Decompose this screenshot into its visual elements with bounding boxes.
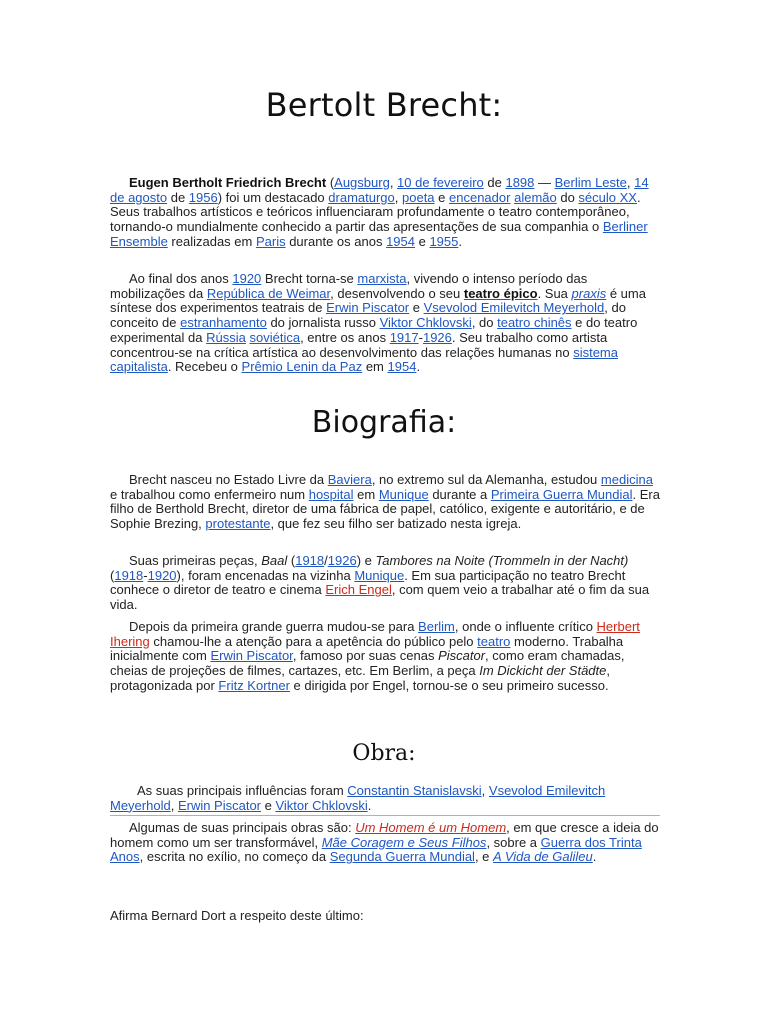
wiki-link[interactable]: 1918 (295, 553, 325, 568)
text-run: . Em sua participação no teatro Brecht conhece o diretor de teatro e cinema (110, 567, 626, 598)
wiki-link[interactable]: Fritz Kortner (218, 677, 290, 693)
text-run: em (362, 359, 388, 375)
wiki-link[interactable]: 1956 (188, 189, 218, 205)
text-run: e (414, 233, 430, 249)
text-run: de (167, 189, 189, 205)
text-run: , (170, 797, 178, 813)
wiki-link[interactable]: dramaturgo (328, 189, 395, 205)
text-run: , desenvolvendo o seu (330, 285, 464, 301)
text-run: é uma síntese dos experimentos teatrais de (110, 285, 646, 316)
text-run: / (324, 553, 328, 568)
text-run: moderno. Trabalha inicialmente com (110, 633, 624, 664)
section-heading-obra: Obra: (352, 741, 416, 766)
text-run: , entre os anos (300, 329, 390, 345)
wiki-link[interactable]: Viktor Chklovski (379, 315, 472, 331)
text-run: ) e (356, 553, 376, 568)
text-run: . (367, 797, 372, 813)
wiki-link[interactable]: poeta (402, 189, 435, 205)
wiki-link[interactable]: Herbert Ihering (110, 619, 640, 649)
wiki-link[interactable]: Erwin Piscator (210, 648, 293, 664)
wiki-link[interactable]: Berlim Leste (554, 175, 627, 190)
text-run: , sobre a (486, 834, 541, 850)
text-run: . (416, 359, 421, 375)
text-run: ( (287, 553, 296, 568)
text-run: . (458, 233, 462, 249)
wiki-link[interactable]: teatro chinês (497, 315, 572, 331)
wiki-link[interactable]: praxis (571, 285, 607, 301)
text-run: , que fez seu filho ser batizado nesta igreja. (270, 516, 522, 532)
wiki-link[interactable]: Erwin Piscator (326, 300, 410, 316)
wiki-link[interactable]: medicina (600, 472, 653, 487)
text-run: Brecht torna-se (261, 271, 358, 286)
closing-line: Afirma Bernard Dort a respeito deste último: (110, 908, 364, 923)
wiki-link[interactable]: Um Homem é um Homem (355, 820, 507, 835)
text-run: . Sua (537, 285, 572, 301)
wiki-link[interactable]: 1955 (429, 233, 459, 249)
wiki-link[interactable]: Vsevolod Emilevitch Meyerhold (110, 783, 606, 813)
wiki-link[interactable]: hospital (308, 486, 354, 502)
italic-text: Piscator (438, 648, 486, 664)
text-run: realizadas em (167, 233, 256, 249)
wiki-link[interactable]: século XX (578, 189, 637, 205)
wiki-link[interactable]: Rússia (206, 329, 246, 345)
text-run: , onde o influente crítico (454, 619, 597, 634)
influences-paragraph (110, 784, 660, 813)
wiki-link[interactable]: estranhamento (180, 315, 267, 331)
wiki-link[interactable]: Primeira Guerra Mundial (490, 486, 633, 502)
intro-paragraph (110, 176, 660, 250)
text-run: e do teatro experimental da (110, 315, 638, 345)
text-run: , (481, 783, 489, 798)
wiki-link[interactable]: soviética (249, 329, 301, 345)
italic-text: Baal (261, 553, 288, 568)
text-run: . Seus trabalhos artísticos e teóricos influenciaram profundamente o teatro contemporâneo, tornando-o mundialmente conhecido a partir das apresentações de sua companhia o (110, 189, 641, 235)
wiki-link[interactable]: alemão (514, 189, 557, 205)
wiki-link[interactable]: marxista (357, 271, 407, 286)
text-run: do jornalista russo (266, 315, 380, 331)
text-run: - (418, 329, 423, 345)
wiki-link[interactable]: Erwin Piscator (177, 797, 262, 813)
wiki-link[interactable]: Erich Engel (325, 582, 392, 598)
biography-paragraph-2 (110, 554, 660, 613)
text-run: , protagonizada por (110, 663, 610, 693)
text-run: , em que cresce a ideia do homem como um ser transformável, (110, 820, 659, 850)
wiki-link[interactable]: teatro épico (463, 285, 538, 301)
text-run: Depois da primeira grande guerra mudou-se para (129, 619, 419, 634)
wiki-link[interactable]: Prêmio Lenin da Paz (241, 359, 363, 375)
text-run: ( (326, 175, 335, 190)
wiki-link[interactable]: 1954 (386, 233, 415, 249)
wiki-link[interactable]: Paris (255, 233, 286, 249)
wiki-link[interactable]: República de Weimar (206, 285, 331, 301)
text-run: ) foi um destacado (217, 189, 329, 205)
wiki-link[interactable]: Guerra dos Trinta Anos (110, 834, 642, 865)
wiki-link[interactable]: 10 de fevereiro (397, 175, 484, 190)
text-run: e (409, 300, 424, 316)
text-run: . Recebeu o (167, 359, 242, 375)
works-paragraph (110, 821, 660, 865)
wiki-link[interactable]: Baviera (327, 472, 372, 487)
wiki-link[interactable]: 1926 (422, 329, 452, 345)
text-run: . (592, 849, 597, 865)
wiki-link[interactable]: 1920 (232, 271, 262, 286)
text-run: Ao final dos anos (129, 271, 233, 286)
wiki-link[interactable]: 1917 (389, 329, 419, 345)
wiki-link[interactable]: 1954 (387, 359, 417, 375)
wiki-link[interactable]: Mãe Coragem e Seus Filhos (321, 834, 487, 850)
text-run: e (261, 797, 276, 813)
divider (110, 815, 660, 816)
text-run: de (483, 175, 506, 190)
bold-text: Eugen Bertholt Friedrich Brecht (129, 175, 327, 190)
text-run: - (143, 567, 148, 583)
text-run: , do conceito de (110, 300, 626, 331)
marxism-paragraph (110, 272, 660, 375)
text-run: e dirigida por Engel, tornou-se o seu primeiro sucesso. (289, 677, 609, 693)
section-heading-biografia: Biografia: (311, 405, 457, 440)
biography-paragraph-3 (110, 620, 660, 694)
text-run: chamou-lhe a atenção para a apetência do público pelo (149, 633, 478, 649)
italic-text: Tambores na Noite (Trommeln in der Nacht) (375, 553, 629, 568)
text-run: do (556, 189, 579, 205)
text-run: , do (471, 315, 498, 331)
text-run: , vivendo o intenso período das mobilizações da (110, 271, 588, 301)
text-run: . Seu trabalho como artista concentrou-se na crítica artística ao desenvolvimento das relações humanas no (110, 329, 608, 360)
text-run: . Era filho de Berthold Brecht, diretor de uma fábrica de papel, católico, exigente e autoritário, e de Sophie Brezing, (110, 486, 660, 532)
text-run: , com quem veio a trabalhar até o fim da sua vida. (110, 582, 650, 613)
text-run: Algumas de suas principais obras são: (129, 820, 356, 835)
text-run: durante os anos (285, 233, 387, 249)
text-run: , famoso por suas cenas (292, 648, 439, 664)
biography-paragraph-1 (110, 473, 660, 532)
text-run: — (534, 175, 555, 190)
text-run: , e (474, 849, 494, 865)
text-run: As suas principais influências foram (137, 783, 348, 798)
wiki-link[interactable]: Constantin Stanislavski (347, 783, 482, 798)
text-run: , (394, 189, 402, 205)
text-run: Brecht nasceu no Estado Livre da (129, 472, 328, 487)
wiki-link[interactable]: Viktor Chklovski (275, 797, 368, 813)
text-run: durante a (428, 486, 491, 502)
wiki-link[interactable]: Segunda Guerra Mundial (329, 849, 475, 865)
wiki-link[interactable]: Munique (354, 567, 405, 583)
text-run: , (389, 175, 398, 190)
wiki-link[interactable]: protestante (205, 516, 271, 532)
wiki-link[interactable]: 1918 (114, 567, 144, 583)
text-run: ( (110, 567, 115, 583)
text-run: em (353, 486, 379, 502)
text-run: e trabalhou como enfermeiro num (110, 486, 309, 502)
wiki-link[interactable]: 1920 (147, 567, 177, 583)
wiki-link[interactable]: A Vida de Galileu (493, 849, 593, 865)
wiki-link[interactable]: teatro (477, 633, 511, 649)
text-run: Suas primeiras peças, (129, 553, 262, 568)
text-run: e (434, 189, 450, 205)
wiki-link[interactable]: Berlim (418, 619, 455, 634)
wiki-link[interactable]: sistema capitalista (110, 344, 618, 375)
wiki-link[interactable]: Augsburg (334, 175, 390, 190)
wiki-link[interactable]: encenador (449, 189, 511, 205)
text-run: , (626, 175, 635, 190)
italic-text: Im Dickicht der Städte (479, 663, 607, 679)
wiki-link[interactable]: 1926 (327, 553, 357, 568)
text-run: ), foram encenadas na vizinha (176, 567, 355, 583)
text-run: , escrita no exílio, no começo da (139, 849, 330, 865)
wiki-link[interactable]: Vsevolod Emilevitch Meyerhold (423, 300, 605, 316)
wiki-link[interactable]: 14 de agosto (110, 175, 649, 205)
wiki-link[interactable]: 1898 (505, 175, 535, 190)
text-run: , como eram chamadas, cheias de projeções de filmes, cartazes, etc. Em Berlim, a peça (110, 648, 625, 679)
text-run: , no extremo sul da Alemanha, estudou (371, 472, 601, 487)
wiki-link[interactable]: Munique (378, 486, 429, 502)
wiki-link[interactable]: Berliner Ensemble (110, 219, 648, 249)
page-title: Bertolt Brecht: (265, 86, 503, 124)
